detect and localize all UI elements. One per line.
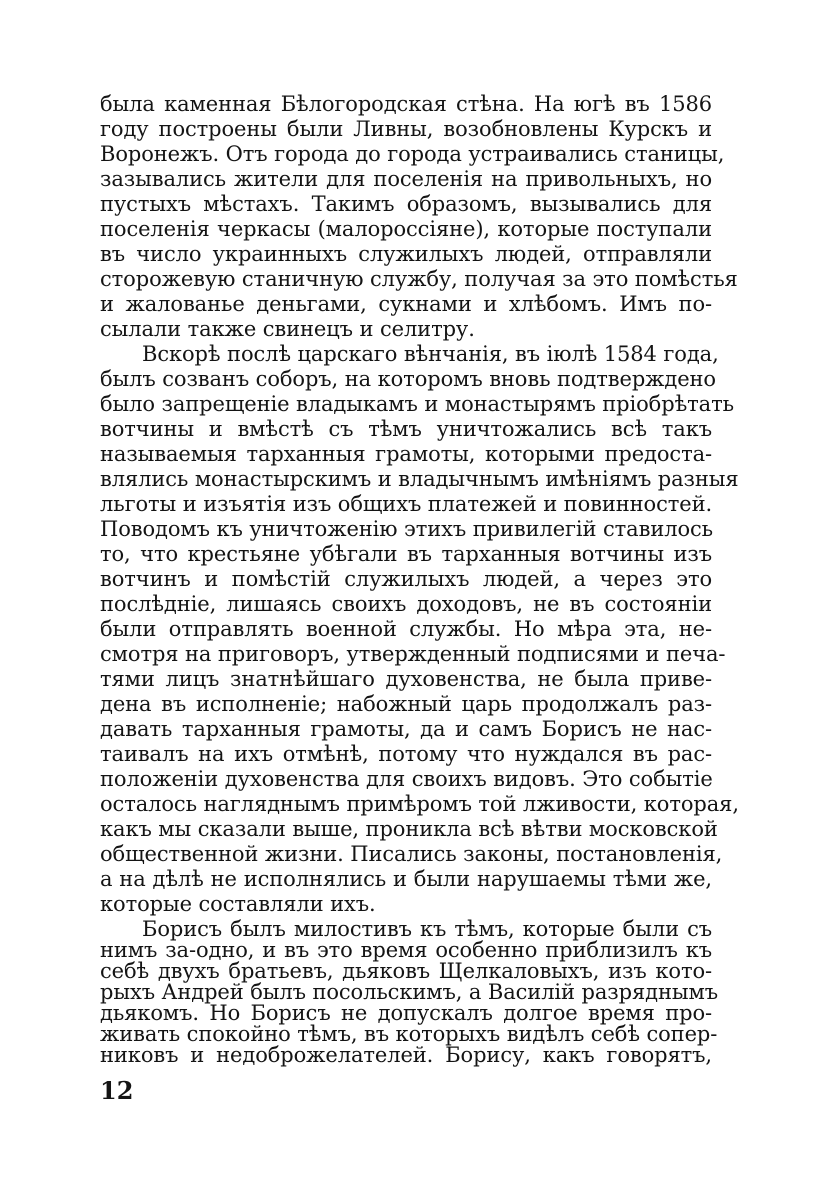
text-line: вотчины и вмѣстѣ съ тѣмъ уничтожались всѣ такъ	[100, 417, 712, 441]
text-line: пустыхъ мѣстахъ. Такимъ образомъ, вызывались для	[100, 192, 712, 216]
text-line: влялись монастырскимъ и владычнымъ имѣніямъ разныя	[100, 467, 739, 491]
text-line: дьякомъ. Но Борисъ не допускалъ долгое время про-	[100, 1001, 712, 1025]
text-line: льготы и изъятія изъ общихъ платежей и повинностей.	[100, 492, 713, 516]
text-line: общественной жизни. Писались законы, постановленія,	[100, 842, 723, 866]
text-line: давать тарханныя грамоты, да и самъ Борисъ не нас-	[100, 717, 712, 741]
text-line: Воронежъ. Отъ города до города устраивались станицы,	[100, 142, 725, 166]
page-number: 12	[100, 1076, 134, 1105]
text-line: Борисъ былъ милостивъ къ тѣмъ, которые были съ	[142, 917, 712, 941]
text-line: смотря на приговоръ, утвержденный подписями и печа-	[100, 642, 726, 666]
text-line: году построены были Ливны, возобновлены Курскъ и	[100, 117, 712, 141]
text-line: какъ мы сказали выше, проникла всѣ вѣтви московской	[100, 817, 718, 841]
text-line: поселенія черкасы (малороссіяне), которые поступали	[100, 217, 712, 241]
text-line: сторожевую станичную службу, получая за это помѣстья	[100, 267, 738, 291]
text-line: которые составляли ихъ.	[100, 892, 376, 916]
text-line: живать спокойно тѣмъ, въ которыхъ видѣлъ себѣ сопер-	[100, 1022, 718, 1046]
text-line: рыхъ Андрей былъ посольскимъ, а Василій разряднымъ	[100, 980, 718, 1004]
text-line: себѣ двухъ братьевъ, дьяковъ Щелкаловыхъ, изъ кото-	[100, 959, 712, 983]
text-line: было запрещеніе владыкамъ и монастырямъ пріобрѣтать	[100, 392, 734, 416]
text-line: была каменная Бѣлогородская стѣна. На югѣ въ 1586	[100, 92, 712, 116]
text-line: таивалъ на ихъ отмѣнѣ, потому что нуждался въ рас-	[100, 742, 712, 766]
text-line: никовъ и недоброжелателей. Борису, какъ говорятъ,	[100, 1043, 712, 1067]
text-line: тями лицъ знатнѣйшаго духовенства, не была приве-	[100, 667, 712, 691]
text-line: нимъ за-одно, и въ это время особенно приблизилъ къ	[100, 938, 712, 962]
text-line: дена въ исполненіе; набожный царь продолжалъ раз-	[100, 692, 712, 716]
text-line: сылали также свинецъ и селитру.	[100, 317, 475, 341]
text-line: въ число украинныхъ служилыхъ людей, отправляли	[100, 242, 712, 266]
text-line: Поводомъ къ уничтоженію этихъ привилегій ставилось	[100, 517, 714, 541]
text-line: а на дѣлѣ не исполнялись и были нарушаемы тѣми же,	[100, 867, 712, 891]
text-line: зазывались жители для поселенія на привольныхъ, но	[100, 167, 712, 191]
text-line: вотчинъ и помѣстій служилыхъ людей, а через это	[100, 567, 712, 591]
text-line: положеніи духовенства для своихъ видовъ. Это событіе	[100, 767, 713, 791]
text-line: были отправлять военной службы. Но мѣра эта, не-	[100, 617, 712, 641]
text-line: называемыя тарханныя грамоты, которыми предоста-	[100, 442, 712, 466]
text-line: и жалованье деньгами, сукнами и хлѣбомъ. Имъ по-	[100, 292, 712, 316]
text-line: то, что крестьяне убѣгали въ тарханныя вотчины изъ	[100, 542, 712, 566]
text-line: Вскорѣ послѣ царскаго вѣнчанія, въ іюлѣ 1584 года,	[142, 342, 719, 366]
text-line: послѣдніе, лишаясь своихъ доходовъ, не въ состояніи	[100, 592, 712, 616]
text-line: осталось нагляднымъ примѣромъ той лживости, которая,	[100, 792, 739, 816]
text-line: былъ созванъ соборъ, на которомъ вновь подтверждено	[100, 367, 716, 391]
